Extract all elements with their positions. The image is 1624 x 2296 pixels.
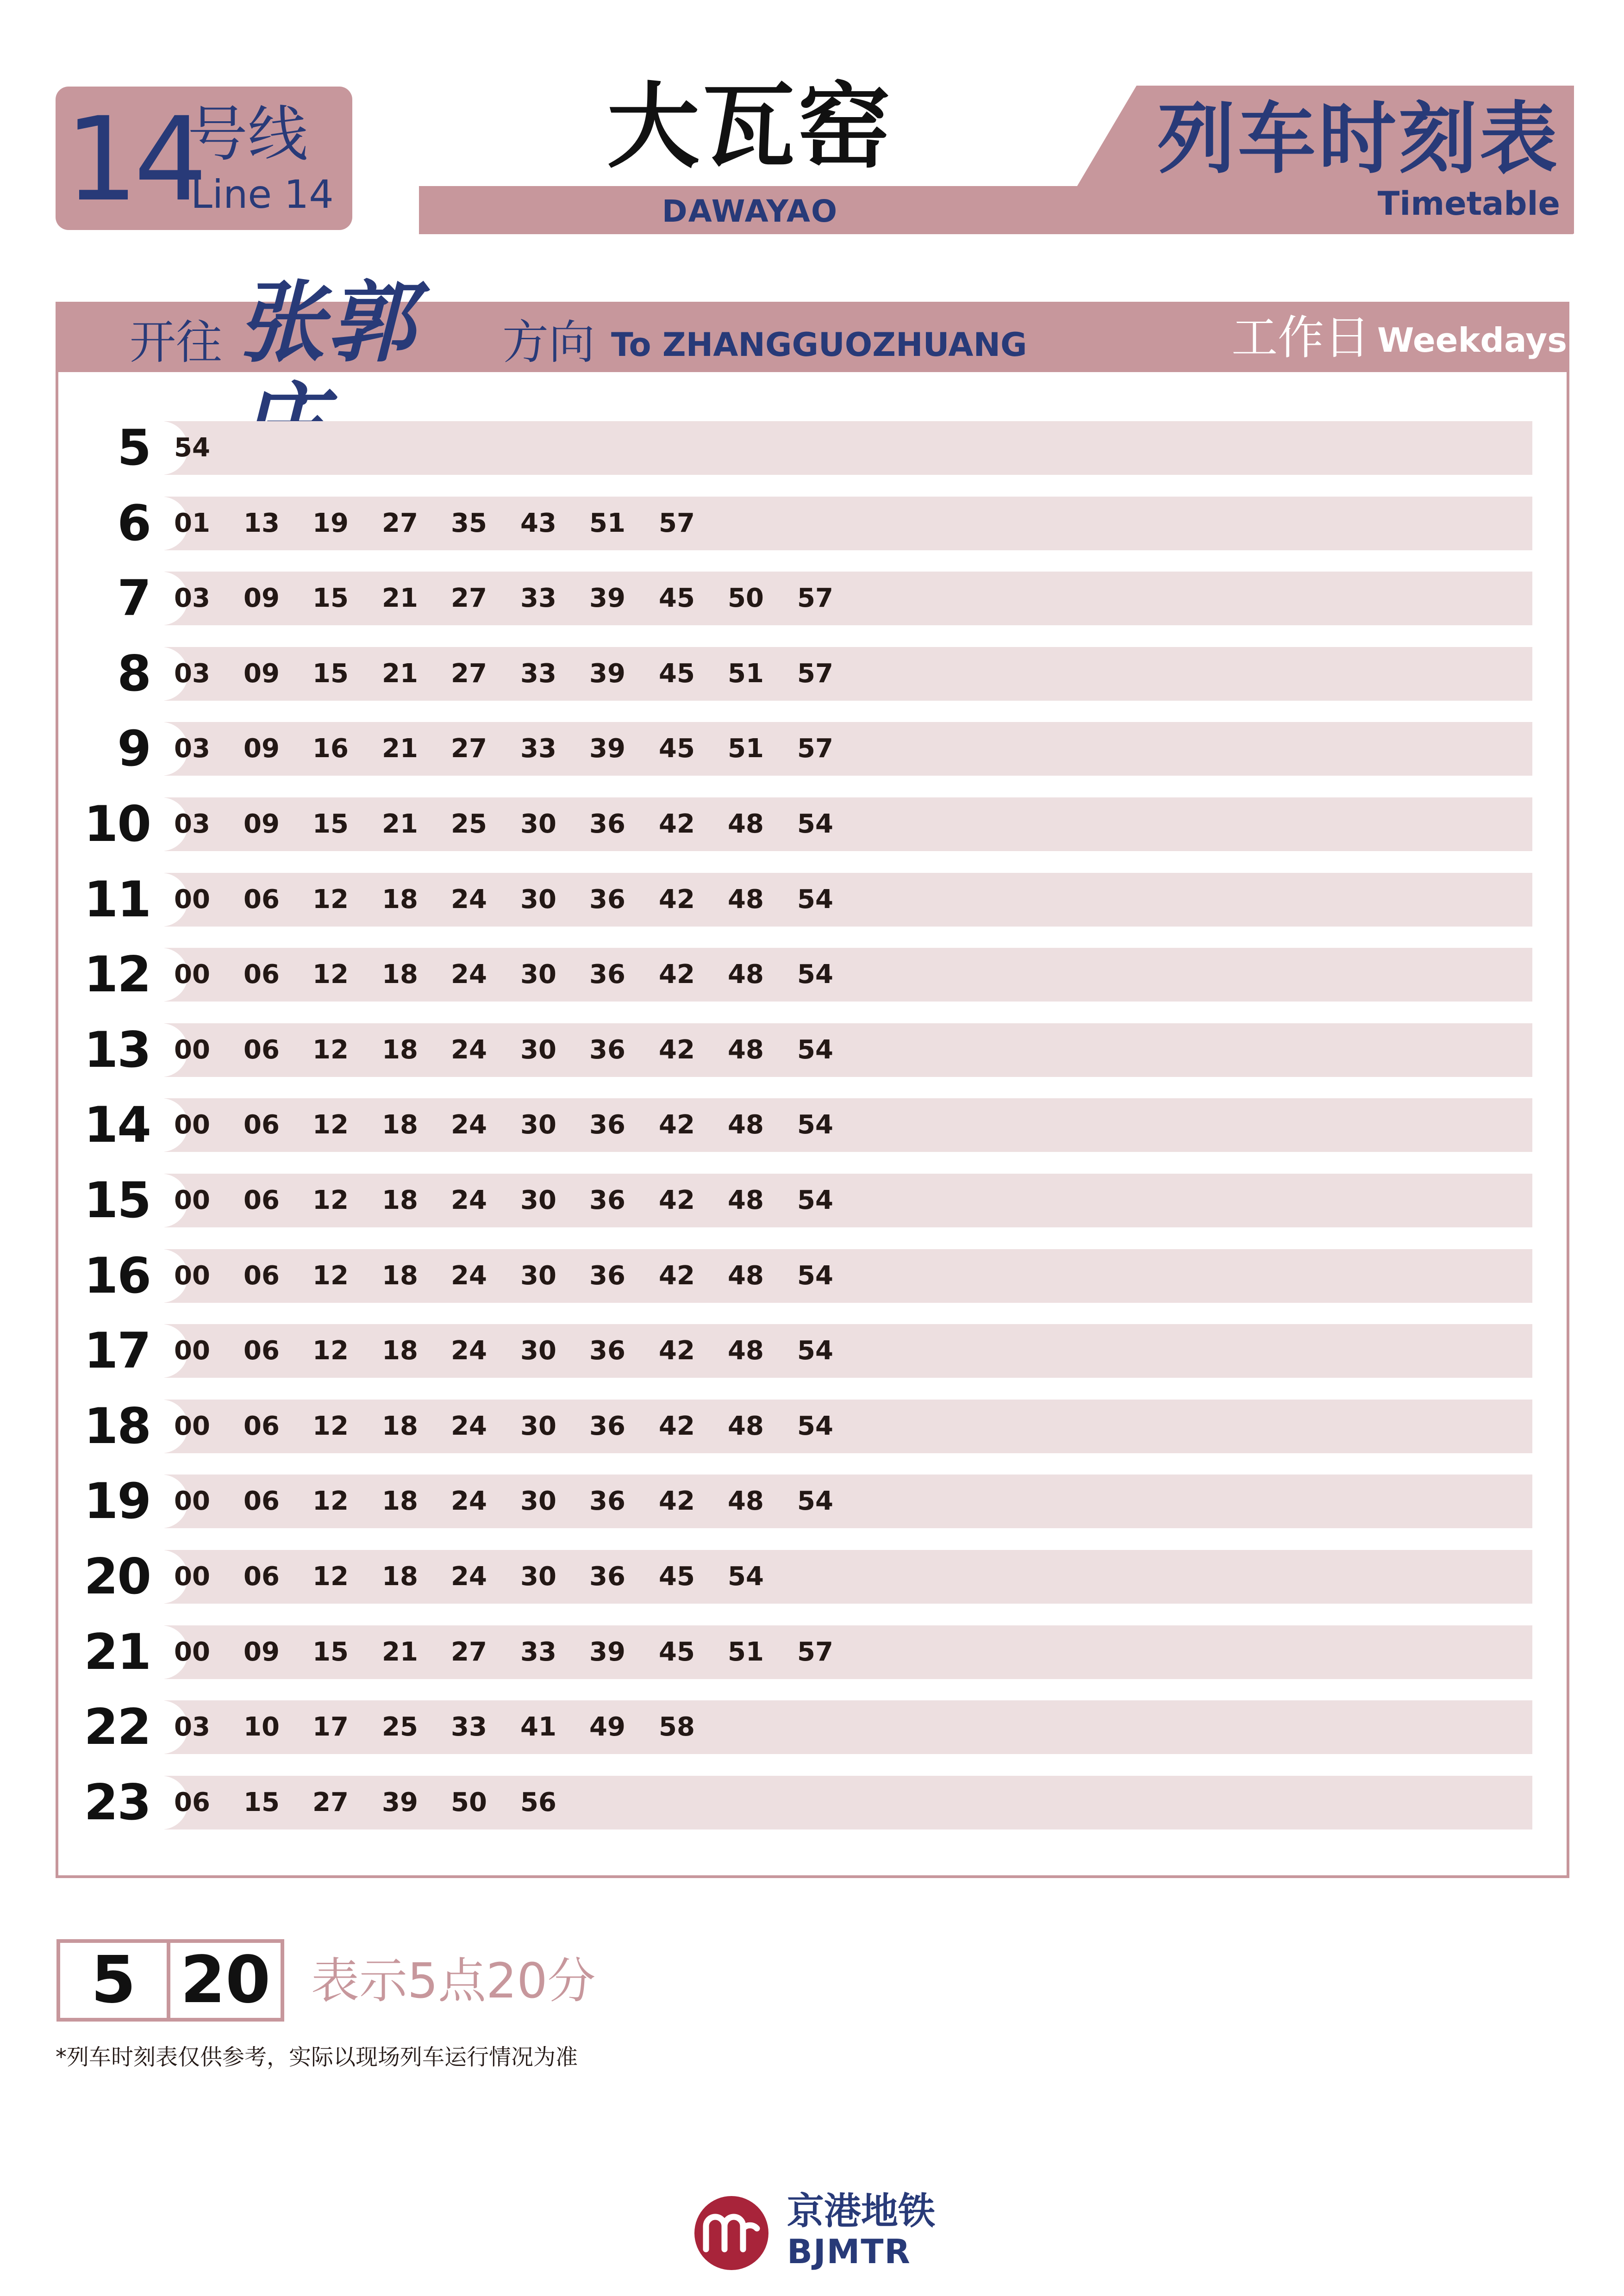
departure-minute: 00 <box>174 959 210 989</box>
departure-minute: 27 <box>312 1787 349 1817</box>
direction-destination-en: To ZHANGGUOZHUANG <box>611 326 1027 364</box>
departure-minute: 15 <box>312 809 349 839</box>
row-band <box>164 1776 1532 1829</box>
departure-minute: 06 <box>244 959 280 989</box>
hour-label: 9 <box>117 720 150 777</box>
departure-minute: 36 <box>589 1110 625 1140</box>
departure-minute: 56 <box>520 1787 556 1817</box>
timetable-row <box>60 1700 1532 1754</box>
bjmtr-logo-icon <box>692 2194 771 2272</box>
departure-minute: 54 <box>797 959 833 989</box>
departure-minute: 36 <box>589 1336 625 1366</box>
departure-minute: 13 <box>244 508 280 538</box>
row-band <box>164 1098 1532 1152</box>
departure-minute: 42 <box>659 1336 695 1366</box>
departure-minute: 48 <box>728 1486 764 1516</box>
departure-minute: 48 <box>728 1035 764 1065</box>
departure-minute: 24 <box>451 959 487 989</box>
timetable-row <box>60 1776 1532 1829</box>
departure-minute: 03 <box>174 659 210 689</box>
hour-label: 16 <box>84 1247 150 1304</box>
hour-label: 5 <box>117 419 150 476</box>
departure-minute: 00 <box>174 1411 210 1441</box>
timetable-row <box>60 572 1532 625</box>
departure-minute: 54 <box>728 1562 764 1592</box>
row-band <box>164 1475 1532 1528</box>
departure-minute: 45 <box>659 1562 695 1592</box>
departure-minute: 16 <box>312 734 349 764</box>
departure-minute: 43 <box>520 508 556 538</box>
departure-minute: 51 <box>728 1637 764 1667</box>
departure-minute: 24 <box>451 1035 487 1065</box>
departure-minute: 06 <box>174 1787 210 1817</box>
departure-minute: 30 <box>520 1336 556 1366</box>
departure-minute: 03 <box>174 583 210 613</box>
departure-minute: 42 <box>659 1035 695 1065</box>
departure-minute: 33 <box>520 659 556 689</box>
departure-minute: 48 <box>728 809 764 839</box>
departure-minute: 42 <box>659 1185 695 1215</box>
hour-label: 19 <box>84 1473 150 1530</box>
departure-minute: 42 <box>659 959 695 989</box>
timetable-row <box>60 722 1532 776</box>
row-band <box>164 1249 1532 1303</box>
departure-minute: 03 <box>174 734 210 764</box>
hour-label: 14 <box>84 1096 150 1153</box>
departure-minute: 12 <box>312 884 349 915</box>
departure-minute: 06 <box>244 1411 280 1441</box>
departure-minute: 01 <box>174 508 210 538</box>
line-label-cn: 号线 <box>187 99 308 169</box>
legend-divider <box>167 1939 170 2022</box>
departure-minute: 42 <box>659 1261 695 1291</box>
departure-minute: 54 <box>797 809 833 839</box>
logo-name-en: BJMTR <box>787 2232 911 2271</box>
departure-minute: 51 <box>728 734 764 764</box>
departure-minute: 33 <box>520 1637 556 1667</box>
departure-minute: 00 <box>174 1336 210 1366</box>
direction-prefix: 开往 <box>130 315 222 369</box>
departure-minute: 12 <box>312 1486 349 1516</box>
departure-minute: 58 <box>659 1712 695 1742</box>
departure-minute: 48 <box>728 1110 764 1140</box>
departure-minute: 48 <box>728 959 764 989</box>
departure-minute: 12 <box>312 1035 349 1065</box>
departure-minute: 51 <box>589 508 625 538</box>
departure-minute: 42 <box>659 1486 695 1516</box>
departure-minute: 03 <box>174 1712 210 1742</box>
departure-minute: 19 <box>312 508 349 538</box>
timetable-row <box>60 1400 1532 1453</box>
timetable-row <box>60 497 1532 550</box>
departure-minute: 45 <box>659 583 695 613</box>
departure-minute: 45 <box>659 1637 695 1667</box>
departure-minute: 57 <box>797 659 833 689</box>
departure-minute: 09 <box>244 583 280 613</box>
timetable-row <box>60 421 1532 475</box>
departure-minute: 54 <box>797 1185 833 1215</box>
departure-minute: 21 <box>382 1637 418 1667</box>
departure-minute: 24 <box>451 1411 487 1441</box>
departure-minute: 57 <box>659 508 695 538</box>
timetable-row <box>60 1249 1532 1303</box>
departure-minute: 54 <box>797 884 833 915</box>
departure-minute: 54 <box>797 1486 833 1516</box>
departure-minute: 48 <box>728 1185 764 1215</box>
departure-minute: 42 <box>659 809 695 839</box>
hour-label: 12 <box>84 946 150 1003</box>
departure-minute: 54 <box>797 1035 833 1065</box>
departure-minute: 06 <box>244 1562 280 1592</box>
departure-minute: 36 <box>589 1562 625 1592</box>
logo-name-cn: 京港地铁 <box>787 2190 935 2233</box>
departure-minute: 12 <box>312 1185 349 1215</box>
departure-minute: 39 <box>589 1637 625 1667</box>
departure-minute: 00 <box>174 1110 210 1140</box>
departure-minute: 57 <box>797 1637 833 1667</box>
departure-minute: 57 <box>797 583 833 613</box>
hour-label: 22 <box>84 1699 150 1755</box>
hour-label: 20 <box>84 1548 150 1605</box>
departure-minute: 30 <box>520 1486 556 1516</box>
departure-minute: 12 <box>312 1336 349 1366</box>
hour-label: 13 <box>84 1021 150 1078</box>
departure-minute: 21 <box>382 659 418 689</box>
departure-minute: 15 <box>312 659 349 689</box>
direction-suffix: 方向 <box>502 315 595 369</box>
hour-label: 10 <box>84 796 150 852</box>
departure-minute: 36 <box>589 1261 625 1291</box>
departure-minute: 39 <box>382 1787 418 1817</box>
departure-minute: 50 <box>728 583 764 613</box>
departure-minute: 36 <box>589 1035 625 1065</box>
departure-minute: 18 <box>382 1411 418 1441</box>
timetable-row <box>60 948 1532 1002</box>
departure-minute: 50 <box>451 1787 487 1817</box>
departure-minute: 57 <box>797 734 833 764</box>
departure-minute: 25 <box>382 1712 418 1742</box>
departure-minute: 06 <box>244 1336 280 1366</box>
departure-minute: 09 <box>244 1637 280 1667</box>
departure-minute: 27 <box>451 734 487 764</box>
row-band <box>164 797 1532 851</box>
departure-minute: 36 <box>589 959 625 989</box>
timetable-row <box>60 1023 1532 1077</box>
legend-hour: 5 <box>91 1942 136 2018</box>
departure-minute: 12 <box>312 959 349 989</box>
departure-minute: 24 <box>451 1486 487 1516</box>
departure-minute: 54 <box>797 1411 833 1441</box>
departure-minute: 30 <box>520 884 556 915</box>
departure-minute: 24 <box>451 1562 487 1592</box>
departure-minute: 24 <box>451 1336 487 1366</box>
disclaimer-note: *列车时刻表仅供参考，实际以现场列车运行情况为准 <box>56 2044 578 2070</box>
departure-minute: 27 <box>451 1637 487 1667</box>
departure-minute: 18 <box>382 1486 418 1516</box>
departure-minute: 15 <box>312 1637 349 1667</box>
hour-label: 8 <box>117 645 150 702</box>
departure-minute: 00 <box>174 884 210 915</box>
departure-minute: 27 <box>451 659 487 689</box>
hour-label: 15 <box>84 1172 150 1229</box>
departure-minute: 36 <box>589 809 625 839</box>
row-band <box>164 948 1532 1002</box>
hour-label: 11 <box>84 871 150 928</box>
departure-minute: 39 <box>589 659 625 689</box>
departure-minute: 24 <box>451 1110 487 1140</box>
departure-minute: 48 <box>728 1411 764 1441</box>
station-name-cn: 大瓦窑 <box>606 73 893 181</box>
departure-minute: 00 <box>174 1261 210 1291</box>
departure-minute: 00 <box>174 1562 210 1592</box>
departure-minute: 06 <box>244 1035 280 1065</box>
departure-minute: 18 <box>382 1336 418 1366</box>
timetable-row <box>60 1324 1532 1378</box>
departure-minute: 18 <box>382 1035 418 1065</box>
departure-minute: 18 <box>382 1562 418 1592</box>
timetable-row <box>60 1098 1532 1152</box>
row-band <box>164 873 1532 927</box>
line-number: 14 <box>65 92 203 227</box>
departure-minute: 42 <box>659 1411 695 1441</box>
hour-label: 6 <box>117 495 150 552</box>
departure-minute: 09 <box>244 659 280 689</box>
departure-minute: 18 <box>382 959 418 989</box>
departure-minute: 00 <box>174 1486 210 1516</box>
departure-minute: 06 <box>244 1185 280 1215</box>
departure-minute: 48 <box>728 1336 764 1366</box>
timetable-row <box>60 1475 1532 1528</box>
departure-minute: 03 <box>174 809 210 839</box>
row-band <box>164 1700 1532 1754</box>
station-name-en: DAWAYAO <box>662 193 838 229</box>
departure-minute: 33 <box>520 734 556 764</box>
row-band <box>164 421 1532 475</box>
row-band <box>164 1174 1532 1227</box>
departure-minute: 21 <box>382 809 418 839</box>
departure-minute: 30 <box>520 809 556 839</box>
departure-minute: 27 <box>451 583 487 613</box>
timetable-title-en: Timetable <box>1377 185 1560 223</box>
row-band <box>164 1400 1532 1453</box>
row-band <box>164 572 1532 625</box>
timetable-row <box>60 797 1532 851</box>
row-band <box>164 1625 1532 1679</box>
departure-minute: 35 <box>451 508 487 538</box>
departure-minute: 30 <box>520 959 556 989</box>
legend-text: 表示5点20分 <box>311 1953 596 2009</box>
departure-minute: 36 <box>589 1411 625 1441</box>
departure-minute: 54 <box>797 1261 833 1291</box>
departure-minute: 30 <box>520 1261 556 1291</box>
departure-minute: 54 <box>797 1336 833 1366</box>
timetable-row <box>60 1625 1532 1679</box>
departure-minute: 17 <box>312 1712 349 1742</box>
departure-minute: 48 <box>728 1261 764 1291</box>
departure-minute: 06 <box>244 1110 280 1140</box>
departure-minute: 45 <box>659 734 695 764</box>
departure-minute: 15 <box>244 1787 280 1817</box>
hour-label: 21 <box>84 1624 150 1680</box>
departure-minute: 51 <box>728 659 764 689</box>
legend-minute: 20 <box>180 1942 271 2018</box>
departure-minute: 06 <box>244 1261 280 1291</box>
departure-minute: 33 <box>451 1712 487 1742</box>
departure-minute: 00 <box>174 1185 210 1215</box>
row-band <box>164 722 1532 776</box>
departure-minute: 09 <box>244 809 280 839</box>
departure-minute: 06 <box>244 1486 280 1516</box>
departure-minute: 00 <box>174 1637 210 1667</box>
hour-label: 7 <box>117 570 150 627</box>
hour-label: 18 <box>84 1398 150 1455</box>
direction-destination-cn: 张郭 <box>237 272 417 374</box>
row-band <box>164 1023 1532 1077</box>
departure-minute: 12 <box>312 1110 349 1140</box>
departure-minute: 10 <box>244 1712 280 1742</box>
departure-minute: 54 <box>797 1110 833 1140</box>
departure-minute: 42 <box>659 884 695 915</box>
departure-minute: 12 <box>312 1411 349 1441</box>
departure-minute: 00 <box>174 1035 210 1065</box>
departure-minute: 42 <box>659 1110 695 1140</box>
departure-minute: 30 <box>520 1035 556 1065</box>
departure-minute: 21 <box>382 734 418 764</box>
departure-minute: 54 <box>174 433 210 463</box>
departure-minute: 41 <box>520 1712 556 1742</box>
departure-minute: 18 <box>382 884 418 915</box>
row-band <box>164 497 1532 550</box>
departure-minute: 18 <box>382 1185 418 1215</box>
departure-minute: 36 <box>589 1185 625 1215</box>
row-band <box>164 1550 1532 1604</box>
row-band <box>164 1324 1532 1378</box>
departure-minute: 18 <box>382 1261 418 1291</box>
hour-label: 23 <box>84 1774 150 1831</box>
departure-minute: 24 <box>451 1261 487 1291</box>
departure-minute: 39 <box>589 734 625 764</box>
timetable-row <box>60 1550 1532 1604</box>
departure-minute: 09 <box>244 734 280 764</box>
departure-minute: 30 <box>520 1562 556 1592</box>
departure-minute: 24 <box>451 884 487 915</box>
timetable-row <box>60 1174 1532 1227</box>
departure-minute: 12 <box>312 1261 349 1291</box>
departure-minute: 48 <box>728 884 764 915</box>
hour-label: 17 <box>84 1322 150 1379</box>
departure-minute: 12 <box>312 1562 349 1592</box>
row-band <box>164 647 1532 701</box>
departure-minute: 36 <box>589 884 625 915</box>
timetable-title-cn: 列车时刻表 <box>1157 93 1560 184</box>
timetable-row <box>60 873 1532 927</box>
departure-minute: 36 <box>589 1486 625 1516</box>
departure-minute: 49 <box>589 1712 625 1742</box>
line-label-en: Line 14 <box>191 172 334 217</box>
day-type-en: Weekdays <box>1377 321 1568 360</box>
departure-minute: 30 <box>520 1110 556 1140</box>
departure-minute: 30 <box>520 1185 556 1215</box>
departure-minute: 33 <box>520 583 556 613</box>
departure-minute: 39 <box>589 583 625 613</box>
departure-minute: 25 <box>451 809 487 839</box>
day-type-cn: 工作日 <box>1231 311 1370 365</box>
departure-minute: 15 <box>312 583 349 613</box>
departure-minute: 18 <box>382 1110 418 1140</box>
departure-minute: 24 <box>451 1185 487 1215</box>
departure-minute: 30 <box>520 1411 556 1441</box>
departure-minute: 06 <box>244 884 280 915</box>
departure-minute: 45 <box>659 659 695 689</box>
timetable-row <box>60 647 1532 701</box>
departure-minute: 27 <box>382 508 418 538</box>
departure-minute: 21 <box>382 583 418 613</box>
